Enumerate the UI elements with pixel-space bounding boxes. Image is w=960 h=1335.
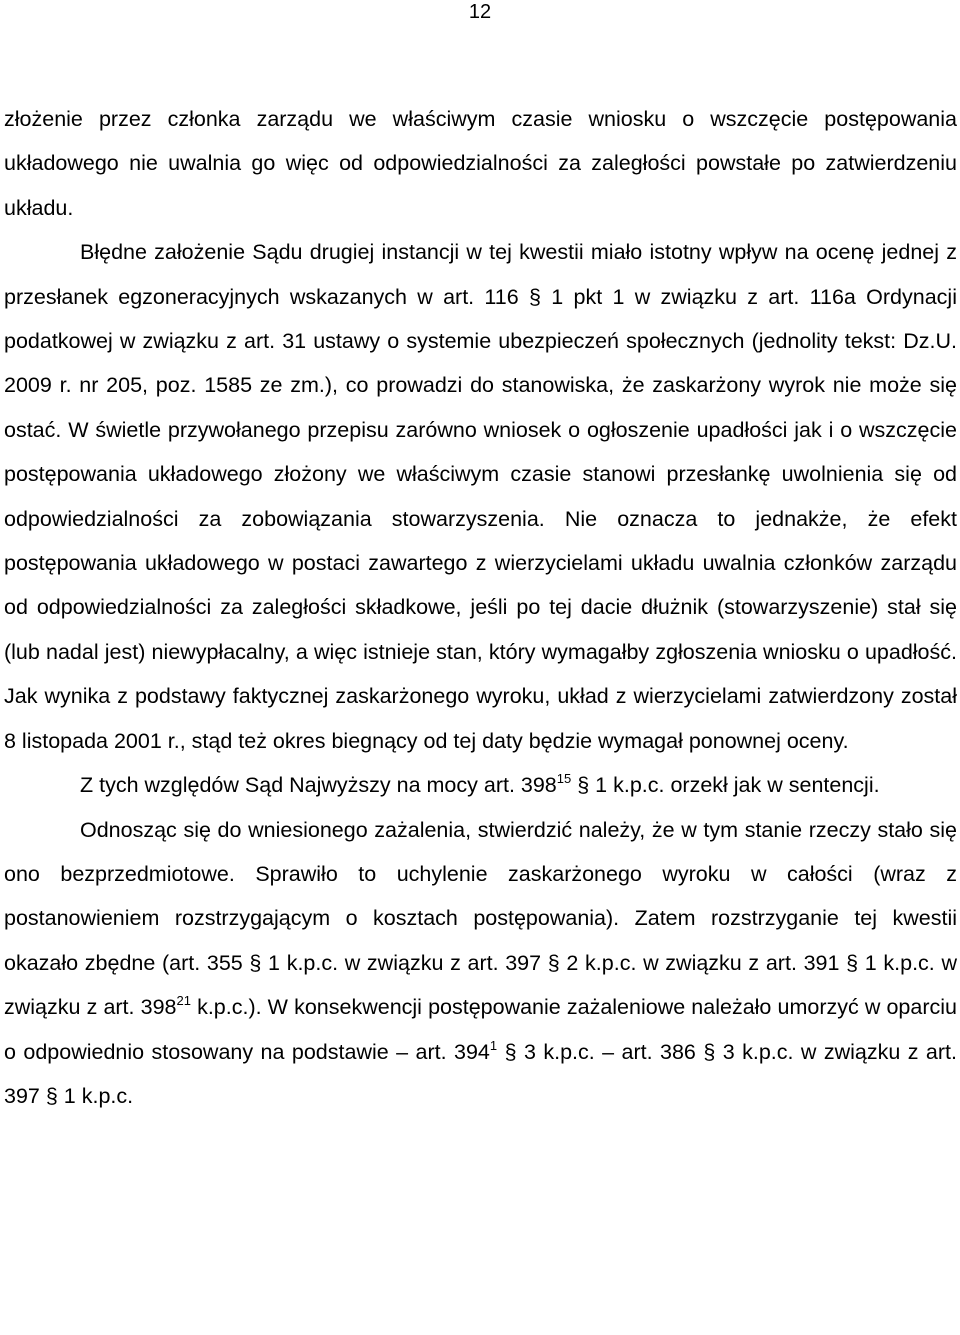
text-run: złożenie przez członka zarządu we właściwym czasie wniosku o wszczęcie postępowania układowego nie uwalnia go więc od odpowiedzialności za zaległości powstałe po zatwierdzeniu układu. [4, 107, 957, 220]
section-symbol: § [547, 950, 560, 975]
text-run: Odnosząc się do wniesionego zażalenia, stwierdzić należy, że w tym stanie rzeczy stało się ono bezprzedmiotowe. Sprawiło to uchylenie zaskarżonego wyroku w całości (wraz z postanowieniem rozstrzygającym o kosztach postępowania). Zatem rozstrzyganie tej kwestii okazało zbędne (art. 355 [4, 817, 957, 975]
text-run: 3 k.p.c. w związku z art. 397 [4, 1039, 957, 1108]
section-symbol: § [529, 284, 541, 309]
text-run: Z tych względów Sąd Najwyższy na mocy art. 398 [80, 773, 557, 798]
paragraph [4, 97, 957, 230]
text-run: 1 k.p.c. w związku z art. 397 [261, 950, 548, 975]
document-body [4, 97, 957, 1118]
text-run: k.p.c.). W konsekwencji postępowanie zażaleniowe należało umorzyć w oparciu o odpowiednio stosowany na podstawie – art. 394 [4, 995, 957, 1064]
text-run: 3 k.p.c. – art. 386 [516, 1039, 704, 1064]
text-run: 1 k.p.c. orzekł jak w sentencji. [589, 773, 880, 798]
text-run: 2 k.p.c. w związku z art. 391 [559, 950, 847, 975]
superscript: 1 [489, 1037, 498, 1053]
text-run: Błędne założenie Sądu drugiej instancji w tej kwestii miało istotny wpływ na ocenę jednej z przesłanek egzoneracyjnych wskazanych w art. 116 [4, 240, 957, 309]
superscript: 21 [176, 993, 191, 1009]
section-symbol: § [846, 950, 859, 975]
section-symbol: § [577, 773, 590, 798]
section-symbol: § [45, 1083, 58, 1108]
text-run [497, 1040, 504, 1064]
superscript: 15 [556, 771, 572, 786]
paragraph [4, 808, 957, 1119]
paragraph [4, 763, 957, 807]
section-symbol: § [703, 1039, 716, 1064]
page-number: 12 [468, 1, 492, 23]
text-run: 1 k.p.c. w związku z art. 398 [4, 950, 957, 1020]
text-run: 1 k.p.c. [57, 1083, 134, 1108]
paragraph [4, 230, 957, 763]
section-symbol: § [249, 950, 262, 975]
text-run: 1 pkt 1 w związku z art. 116a Ordynacji podatkowej w związku z art. 31 ustawy o systemie ubezpieczeń społecznych (jednolity tekst: Dz.U. 2009 r. nr 205, poz. 1585 ze zm.), co prowadzi do stanowiska, że zaskarżony wyrok nie może się ostać. W świetle przywołanego przepisu zarówno wniosek o ogłoszenie upadłości jak i o wszczęcie postępowania układowego złożony we właściwym czasie stanowi przesłankę uwolnienia się od odpowiedzialności za zobowiązania stowarzyszenia. Nie oznacza to jednakże, że efekt postępowania układowego w postaci zawartego z wierzycielami układu uwalnia członków zarządu od odpowiedzialności za zaległości składkowe, jeśli po tej dacie dłużnik (stowarzyszenie) stał się (lub nadal jest) niewypłacalny, a więc istnieje stan, który wymagałby zgłoszenia wniosku o upadłość. Jak wynika z podstawy faktycznej zaskarżonego wyroku, układ z wierzycielami zatwierdzony został 8 listopada 2001 r., stąd też okres biegnący od tej daty będzie wymagał ponownej oceny. [4, 284, 957, 753]
section-symbol: § [504, 1039, 517, 1064]
